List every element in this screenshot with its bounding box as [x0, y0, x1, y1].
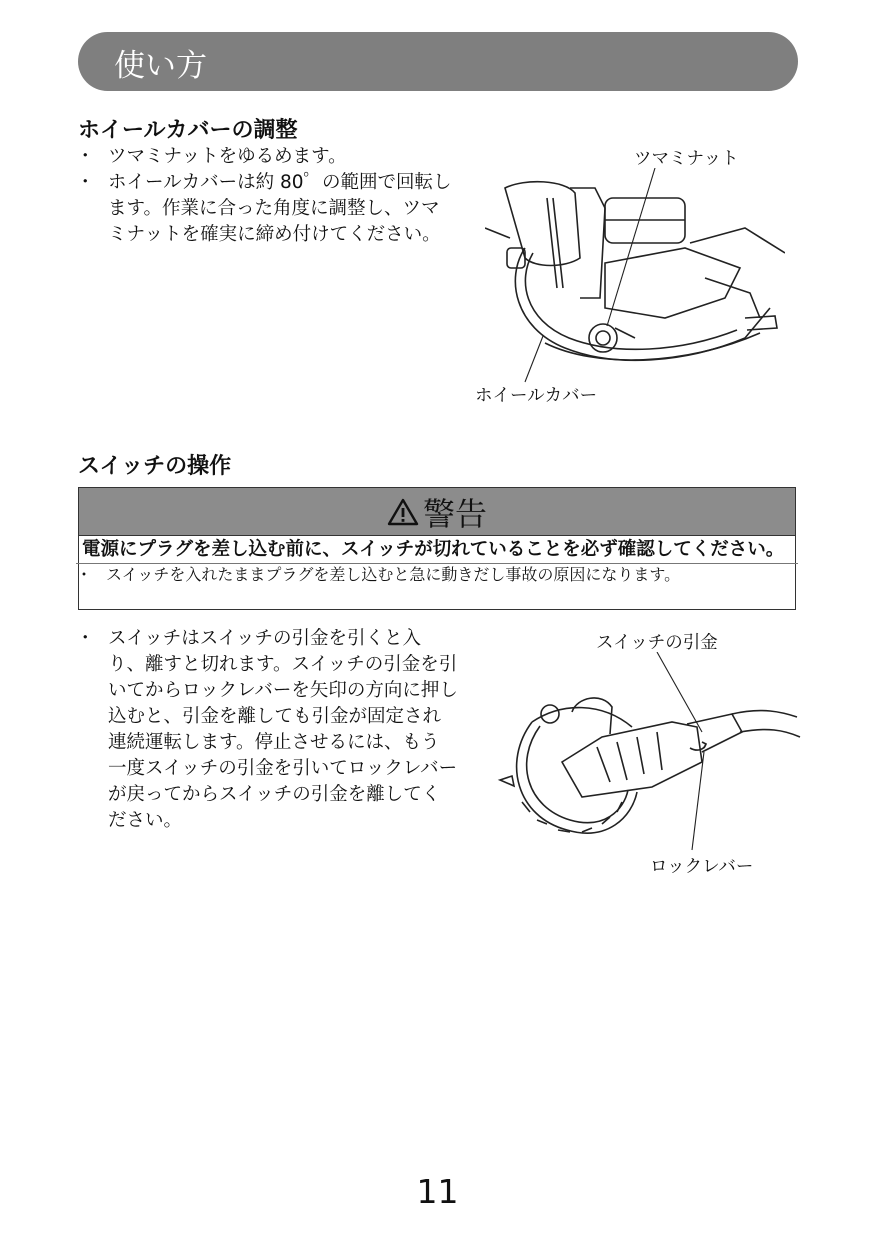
- cutter-tool-illustration: [492, 652, 802, 852]
- figure-label-lock-lever: ロックレバー: [650, 857, 754, 877]
- warning-box: [78, 487, 796, 610]
- warning-triangle-icon: [387, 498, 419, 526]
- figure-label-wheel-cover: ホイールカバー: [475, 386, 598, 406]
- wheel-cover-instructions: [78, 144, 458, 248]
- section-header-bar: [78, 32, 798, 91]
- warning-main-text: 電源にプラグを差し込む前に、スイッチが切れていることを必ず確認してください。: [82, 539, 785, 560]
- wheel-cover-illustration: [485, 168, 785, 383]
- list-item: ・ ホイールカバーは約 80゜の範囲で回転します。作業に合った角度に調整し、ツマミナットを確実に締め付けてください。: [78, 170, 458, 248]
- section-heading-wheel-cover: ホイールカバーの調整: [78, 118, 298, 143]
- list-item: ・ ツマミナットをゆるめます。: [78, 144, 458, 170]
- list-item: ・ スイッチはスイッチの引金を引くと入り、離すと切れます。スイッチの引金を引いてからロックレバーを矢印の方向に押し込むと、引金を離しても引金が固定され連続運転します。停止させるには、もう一度スイッチの引金を引いてロックレバーが戻ってからスイッチの引金を離してください。: [78, 626, 458, 834]
- warning-note: ・ スイッチを入れたままプラグを差し込むと急に動きだし事故の原因になります。: [76, 563, 798, 586]
- warning-header: [79, 488, 795, 536]
- page-number: 11: [416, 1172, 459, 1211]
- switch-instructions: [78, 626, 458, 834]
- page-title: 使い方: [114, 48, 207, 84]
- figure-label-knob-nut: ツマミナット: [634, 149, 739, 169]
- section-heading-switch: スイッチの操作: [78, 454, 232, 479]
- figure-label-trigger: スイッチの引金: [596, 633, 718, 653]
- warning-title: 警告: [422, 494, 487, 533]
